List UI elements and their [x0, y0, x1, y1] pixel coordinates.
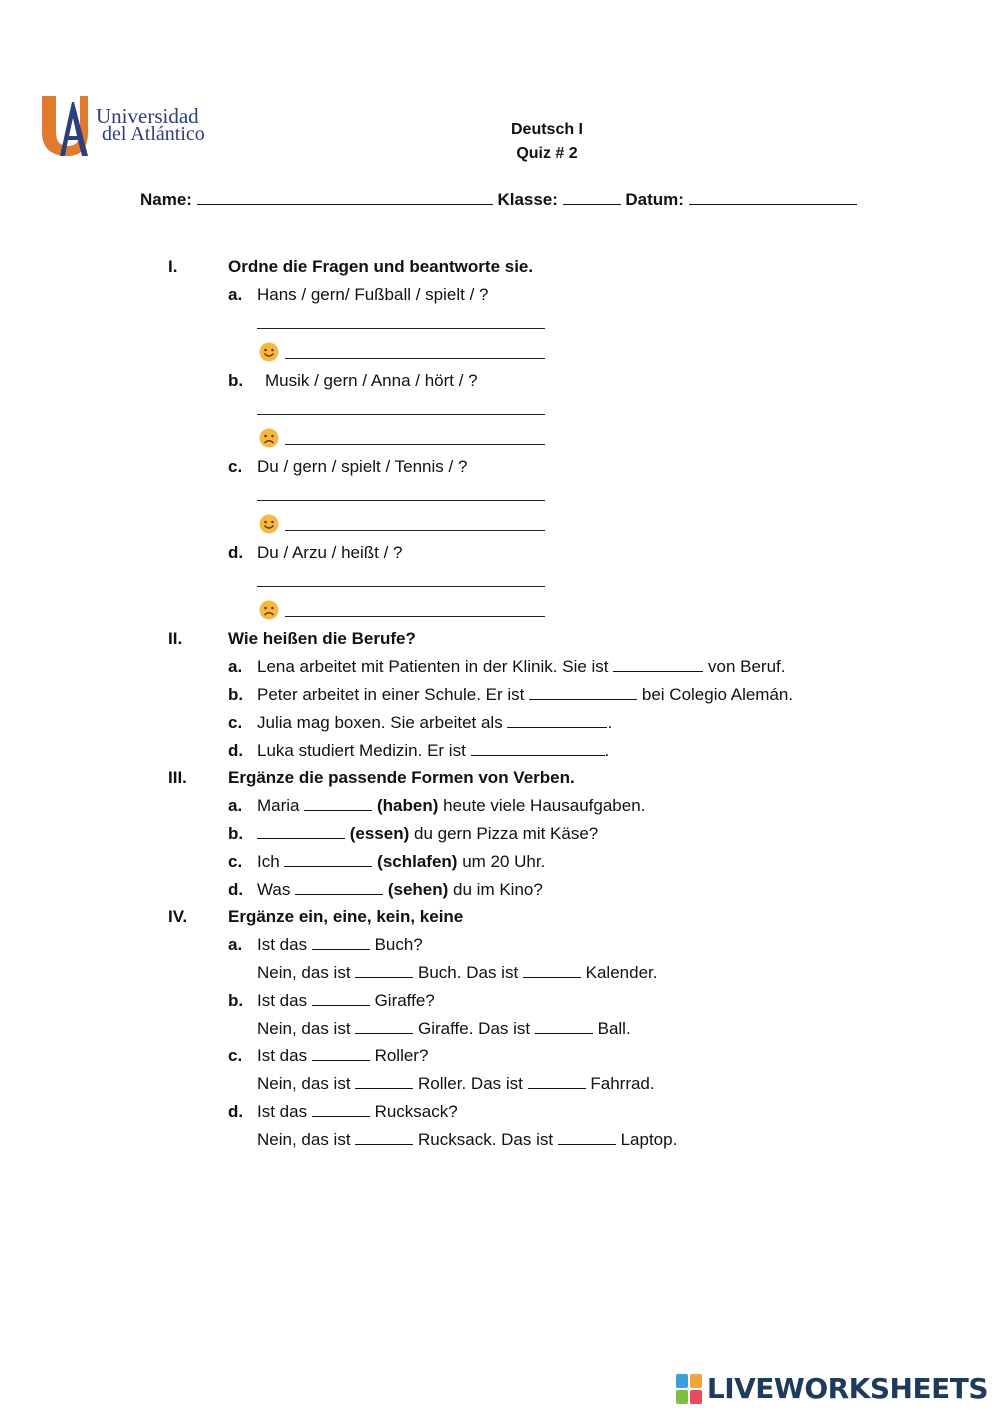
fill-blank[interactable] — [471, 741, 605, 756]
brand-text: LIVEWORKSHEETS — [706, 1372, 988, 1405]
sentence: Julia mag boxen. Sie arbeitet als . — [257, 713, 613, 732]
item-letter: d. — [228, 1102, 244, 1121]
item-letter: c. — [228, 852, 243, 871]
fill-blank[interactable] — [355, 1019, 413, 1034]
smiley-happy-icon — [259, 514, 279, 534]
fill-blank[interactable] — [312, 1046, 370, 1061]
sentence: Ich (schlafen) um 20 Uhr. — [257, 852, 546, 871]
item-letter: d. — [228, 741, 244, 760]
question-sentence: Ist das Roller? — [257, 1046, 429, 1065]
fill-blank[interactable] — [613, 657, 703, 672]
answer-line-response[interactable] — [285, 444, 545, 445]
question-sentence: Ist das Buch? — [257, 935, 423, 954]
item-letter: b. — [228, 685, 244, 704]
class-field[interactable] — [563, 190, 621, 205]
name-field[interactable] — [197, 190, 493, 205]
fill-blank[interactable] — [355, 963, 413, 978]
question-text: Musik / gern / Anna / hört / ? — [265, 371, 478, 390]
fill-blank[interactable] — [284, 852, 372, 867]
section-1-title: Ordne die Fragen und beantworte sie. — [228, 257, 534, 276]
fill-blank[interactable] — [295, 880, 383, 895]
sentence: Was (sehen) du im Kino? — [257, 880, 543, 899]
fill-blank[interactable] — [312, 991, 370, 1006]
item-letter: c. — [228, 457, 243, 476]
item-letter: b. — [228, 991, 244, 1010]
question-text: Du / gern / spielt / Tennis / ? — [257, 457, 468, 476]
smiley-sad-icon — [259, 428, 279, 448]
section-3-number: III. — [168, 768, 187, 787]
fill-blank[interactable] — [558, 1130, 616, 1145]
student-info-row — [140, 190, 857, 210]
item-letter: d. — [228, 880, 244, 899]
sentence: (essen) du gern Pizza mit Käse? — [257, 824, 598, 844]
smiley-sad-icon — [259, 600, 279, 620]
section-4-title: Ergänze ein, eine, kein, keine — [228, 907, 464, 926]
quiz-title: Quiz # 2 — [516, 145, 578, 162]
fill-blank[interactable] — [304, 796, 372, 811]
question-sentence: Ist das Rucksack? — [257, 1102, 458, 1121]
item-letter: c. — [228, 713, 243, 732]
sentence: Luka studiert Medizin. Er ist . — [257, 741, 610, 760]
fill-blank[interactable] — [355, 1074, 413, 1089]
answer-line-question[interactable] — [257, 500, 545, 501]
date-label: Datum: — [625, 190, 684, 209]
date-field[interactable] — [689, 190, 857, 205]
question-text: Hans / gern/ Fußball / spielt / ? — [257, 285, 489, 304]
answer-sentence: Nein, das ist Giraffe. Das ist Ball. — [257, 1019, 631, 1038]
fill-blank[interactable] — [257, 824, 345, 839]
answer-sentence: Nein, das ist Rucksack. Das ist Laptop. — [257, 1130, 678, 1149]
answer-line-question[interactable] — [257, 328, 545, 329]
answer-line-question[interactable] — [257, 414, 545, 415]
section-2-number: II. — [168, 629, 183, 648]
answer-sentence: Nein, das ist Roller. Das ist Fahrrad. — [257, 1074, 655, 1093]
logo-line-2: del Atlántico — [102, 123, 205, 145]
class-label: Klasse: — [497, 190, 558, 209]
fill-blank[interactable] — [312, 1102, 370, 1117]
sentence: Peter arbeitet in einer Schule. Er ist bei Colegio Alemán. — [257, 685, 794, 704]
item-letter: a. — [228, 935, 243, 954]
fill-blank[interactable] — [507, 713, 607, 728]
name-label: Name: — [140, 190, 192, 209]
item-letter: c. — [228, 1046, 243, 1065]
sentence: Lena arbeitet mit Patienten in der Klinik. Sie ist von Beruf. — [257, 657, 786, 676]
question-text: Du / Arzu / heißt / ? — [257, 543, 403, 562]
fill-blank[interactable] — [535, 1019, 593, 1034]
fill-blank[interactable] — [523, 963, 581, 978]
answer-line-response[interactable] — [285, 530, 545, 531]
liveworksheets-blocks-icon — [676, 1374, 702, 1404]
item-letter: a. — [228, 285, 243, 304]
smiley-happy-icon — [259, 342, 279, 362]
answer-line-response[interactable] — [285, 616, 545, 617]
item-letter: a. — [228, 796, 243, 815]
fill-blank[interactable] — [312, 935, 370, 950]
fill-blank[interactable] — [355, 1130, 413, 1145]
sentence: Maria (haben) heute viele Hausaufgaben. — [257, 796, 646, 815]
item-letter: d. — [228, 543, 244, 562]
item-letter: b. — [228, 824, 244, 843]
answer-sentence: Nein, das ist Buch. Das ist Kalender. — [257, 963, 658, 982]
fill-blank[interactable] — [528, 1074, 586, 1089]
answer-line-question[interactable] — [257, 586, 545, 587]
item-letter: a. — [228, 657, 243, 676]
question-sentence: Ist das Giraffe? — [257, 991, 435, 1010]
answer-line-response[interactable] — [285, 358, 545, 359]
item-letter: b. — [228, 371, 244, 390]
liveworksheets-brand — [676, 1372, 988, 1408]
section-4-number: IV. — [168, 907, 188, 926]
section-3-title: Ergänze die passende Formen von Verben. — [228, 768, 575, 787]
course-title: Deutsch I — [510, 121, 583, 138]
section-1-number: I. — [168, 257, 178, 276]
logo-line-1: Universidad — [96, 104, 199, 128]
section-2-title: Wie heißen die Berufe? — [228, 629, 416, 648]
fill-blank[interactable] — [529, 685, 637, 700]
